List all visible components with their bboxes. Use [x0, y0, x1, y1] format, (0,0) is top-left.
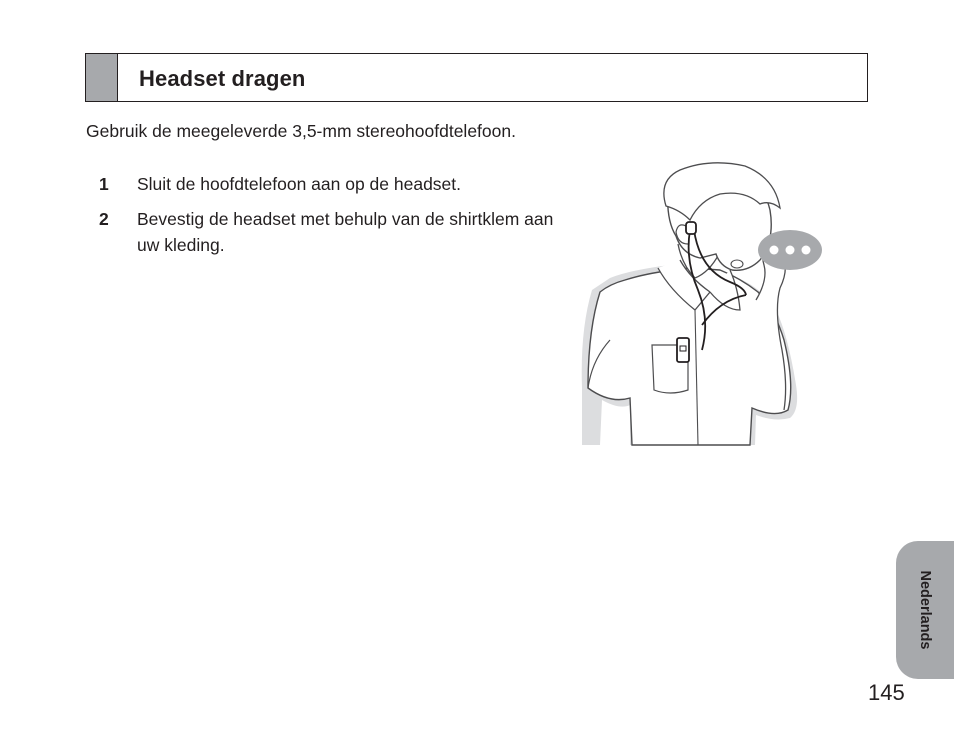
step-number: 1 — [99, 174, 109, 194]
section-title: Headset dragen — [139, 66, 306, 91]
section-header-tab — [86, 54, 118, 101]
language-label: Nederlands — [917, 570, 933, 650]
intro-text: Gebruik de meegeleverde 3,5-mm stereohoofdtelefoon. — [86, 121, 516, 141]
step-text: Bevestig de headset met behulp van de shirtklem aan uw kleding. — [137, 209, 554, 255]
section-header — [85, 53, 868, 102]
language-tab — [896, 541, 954, 679]
page-number: 145 — [868, 680, 905, 705]
speech-bubble-icon — [758, 230, 822, 270]
person-headset-illustration — [570, 160, 840, 450]
step-number: 2 — [99, 209, 109, 229]
step-text: Sluit de hoofdtelefoon aan op de headset. — [137, 174, 462, 194]
